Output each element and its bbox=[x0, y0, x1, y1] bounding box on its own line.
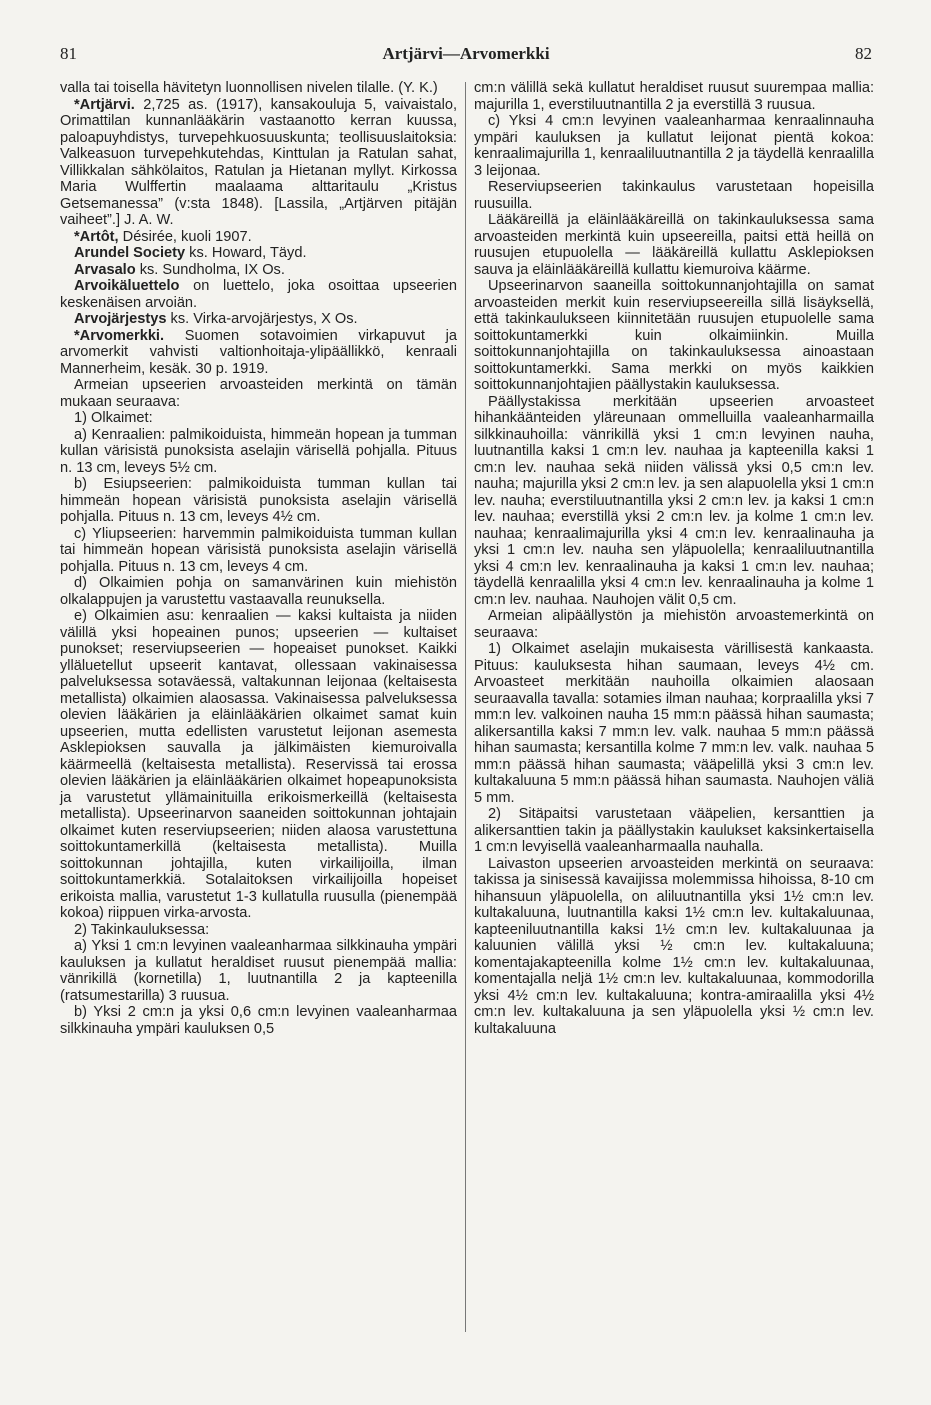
paragraph bbox=[474, 394, 874, 609]
paragraph-text: Laivaston upseerien arvoasteiden merkintä on seuraava: takissa ja sinisessä kavaijissa molemmissa hihoissa, 8-10 cm hihansuun yläpuolella, on aliluutnantilla yksi 1½ cm:n lev. kultakaluuna, luutnantilla kaksi 1½ cm:n lev. kultakaluunaa, kapteeniluutnantilla kaksi 1½ cm:n lev. kultakaluunaa ja kaluunien välillä yksi ½ cm:n lev. kultakaluuna; komentajakapteenilla kolme 1½ cm:n lev. kultakaluunaa, komentajalla neljä 1½ cm:n lev. kultakaluunaa, kommodorilla yksi 4½ cm:n lev. kultakaluuna; kontra-amiraalilla yksi 4½ cm:n lev. kultakaluuna ja sen yläpuolella yksi ½ cm:n lev. kultakaluuna bbox=[474, 855, 874, 1037]
paragraph-text: 2) Sitäpaitsi varustetaan vääpelien, kersanttien ja alikersanttien takin ja päällystakin kaulukset kaksinkertaisella 1 cm:n levyisellä vaaleanharmaalla nauhalla. bbox=[474, 806, 874, 855]
paragraph-text: c) Yliupseerien: harvemmin palmikoiduista tumman kullan tai himmeän hopean värisistä punoksista aselajin värisellä pohjalla. Pituus n. 13 cm, leveys 4 cm. bbox=[60, 525, 457, 575]
paragraph bbox=[60, 410, 457, 427]
paragraph-text: ks. Virka-arvojärjestys, X Os. bbox=[166, 311, 358, 327]
paragraph-text: 1) Olkaimet aselajin mukaisesta värillisestä kankaasta. Pituus: kauluksesta hihan saumaan, leveys 4½ cm. Arvoasteet merkitään nauhoilla olkaimien alaosaan seuraavalla tavalla: sotamies ilman nauhaa; korpraalilla yksi 7 mm:n lev. valkoinen nauha 15 mm:n päässä hihan saumasta; alikersantilla kaksi 7 mm:n lev. valk. nauhaa 5 mm:n päässä hihan saumasta; kersantilla kolme 7 mm:n lev. valk. nauhaa 5 mm:n päässä hihan saumasta; vääpelillä yksi 3 cm:n lev. kultakaluuna 5 mm:n päässä hihan saumasta. Nauhojen väliä 5 mm. bbox=[474, 641, 874, 806]
paragraph-text: 1) Olkaimet: bbox=[74, 410, 153, 426]
paragraph-text: Lääkäreillä ja eläinlääkäreillä on takinkauluksessa sama arvoasteiden merkintä kuin upseereilla, paitsi että heillä on ruusujen etupuolella — lääkäreillä kullattu Asklepioksen sauva ja eläinlääkäreillä kullattu kiemuroiva käärme. bbox=[474, 212, 874, 278]
paragraph bbox=[60, 80, 457, 97]
paragraph-text: a) Kenraalien: palmikoiduista, himmeän hopean ja tumman kullan värisistä punoksista aselajin värisellä pohjalla. Pituus n. 13 cm, leveys 5½ cm. bbox=[60, 426, 457, 476]
paragraph-text: Armeian upseerien arvoasteiden merkintä on tämän mukaan seuraava: bbox=[60, 377, 457, 410]
paragraph-text: a) Yksi 1 cm:n levyinen vaaleanharmaa silkkinauha ympäri kauluksen ja kullatut heraldiset ruusut pienempää mallia: vänrikillä (kornetilla) 1, luutnantilla 2 ja kapteenilla (ratsumestarilla) 3 ruusua. bbox=[60, 938, 457, 1004]
paragraph bbox=[60, 262, 457, 279]
paragraph bbox=[474, 278, 874, 394]
paragraph bbox=[60, 97, 457, 229]
entry-headword: *Artjärvi. bbox=[74, 96, 135, 113]
paragraph bbox=[474, 113, 874, 179]
paragraph-text: b) Esiupseerien: palmikoiduista tumman kullan tai himmeän hopean värisistä punoksista aselajin värisellä pohjalla. Pituus n. 13 cm, leveys 4½ cm. bbox=[60, 476, 457, 525]
paragraph bbox=[60, 278, 457, 311]
paragraph bbox=[60, 575, 457, 608]
paragraph bbox=[474, 608, 874, 641]
paragraph bbox=[60, 427, 457, 477]
entry-headword: Arundel Society bbox=[74, 245, 186, 261]
page-number-left: 81 bbox=[60, 44, 77, 63]
paragraph bbox=[60, 245, 457, 262]
paragraph-text: d) Olkaimien pohja on samanvärinen kuin miehistön olkalappujen ja varustettu vastaavalla reunuksella. bbox=[60, 575, 457, 608]
paragraph bbox=[60, 476, 457, 526]
entry-headword: *Arvomerkki. bbox=[74, 327, 165, 344]
paragraph-text: b) Yksi 2 cm:n ja yksi 0,6 cm:n levyinen vaaleanharmaa silkkinauha ympäri kauluksen 0,5 bbox=[60, 1004, 457, 1037]
paragraph bbox=[60, 1004, 457, 1037]
paragraph bbox=[60, 922, 457, 939]
paragraph bbox=[474, 806, 874, 856]
page-title: Artjärvi—Arvomerkki bbox=[382, 44, 550, 63]
page-number-right: 82 bbox=[855, 44, 872, 63]
paragraph-text: valla tai toisella hävitetyn luonnollisen nivelen tilalle. (Y. K.) bbox=[60, 80, 438, 96]
paragraph-text: cm:n välillä sekä kullatut heraldiset ruusut suurempaa mallia: majurilla 1, everstiluutnantilla 2 ja everstillä 3 ruusua. bbox=[474, 80, 874, 113]
paragraph-text: ks. Howard, Täyd. bbox=[185, 245, 307, 261]
entry-headword: Arvojärjestys bbox=[74, 311, 167, 327]
entry-headword: *Artôt, bbox=[74, 228, 119, 245]
paragraph-text: Armeian alipäällystön ja miehistön arvoastemerkintä on seuraava: bbox=[474, 608, 874, 641]
paragraph bbox=[60, 328, 457, 378]
right-column bbox=[474, 80, 874, 1037]
paragraph bbox=[60, 608, 457, 922]
paragraph-text: Reserviupseerien takinkaulus varustetaan hopeisilla ruusuilla. bbox=[474, 179, 874, 212]
page-header bbox=[60, 44, 872, 66]
paragraph-text: 2,725 as. (1917), kansakouluja 5, vaivaistalo, Orimattilan kunnanlääkärin vastaanotto kerran kuussa, paloapuyhdistys, turvepehkuosuuskunta; teollisuuslaitoksia: Valkeasuon turvepehkutehdas, Kinttulan ja Ratulan sahat, Villikkalan sähkölaitos, Ratulan ja Hietanan myllyt. Kirkossa Maria Wulffertin maalaama alttaritaulu „Kristus Getsemanessa” (v:sta 1848). [Lassila, „Artjärven pitäjän vaiheet”.] J. A. W. bbox=[60, 96, 457, 228]
paragraph-text: Suomen sotavoimien virkapuvut ja arvomerkit vahvisti valtionhoitaja-ylipäällikkö, kenraali Mannerheim, kesäk. 30 p. 1919. bbox=[60, 327, 457, 377]
paragraph bbox=[60, 311, 457, 328]
column-divider bbox=[465, 82, 466, 1332]
paragraph-text: on luettelo, joka osoittaa upseerien keskenäisen arvoiän. bbox=[60, 278, 457, 311]
paragraph-text: 2) Takinkauluksessa: bbox=[74, 921, 210, 938]
paragraph-text: c) Yksi 4 cm:n levyinen vaaleanharmaa kenraalinnauha ympäri kauluksen ja kullatut leijonat pientä kokoa: kenraalimajurilla 1, kenraaliluutnantilla 2 ja täydellä kenraalilla 3 leijonaa. bbox=[474, 113, 874, 179]
paragraph bbox=[60, 377, 457, 410]
paragraph bbox=[474, 641, 874, 806]
entry-headword: Arvasalo bbox=[74, 261, 136, 278]
paragraph bbox=[474, 80, 874, 113]
entry-headword: Arvoikäluettelo bbox=[74, 278, 180, 294]
paragraph-text: e) Olkaimien asu: kenraalien — kaksi kultaista ja niiden välillä yksi hopeainen punos; upseerien — kultaiset punokset; reserviupseerien — hopeaiset punokset. Kaikki ylläluetellut upseerit kantavat, ollessaan vakinaisessa palveluksessa sotaväessä, valtakunnan leijonaa (keltaisesta metallista) olkaimien alaosassa. Vakinaisessa palveluksessa olevien lääkärien ja eläinlääkärien olkaimet samat kuin upseerien, mutta edellisten varustetut leijonan asemesta Asklepioksen sauvalla ja jälkimäisten kiemuroivalla käärmeellä (keltaisesta metallista). Reservissä tai erossa olevien lääkärien ja eläinlääkärien olkaimet hopeapunoksista ja varustetut yllämainituilla erikoismerkeillä (keltaisesta metallista). Upseerinarvon saaneiden soittokunnan johtajain olkaimet kuten reserviupseerien; niiden alaosa varustettuna soittokuntamerkillä (keltaisesta metallista). Muilla soittokunnan johtajilla, kuten virkailijoilla, ilman soittokuntamerkkiä. Sotalaitoksen virkailijoilla hopeiset erikoista mallia, varustetut 1-3 kullatulla ruusulla (pienempää kokoa) riippuen virka-arvosta. bbox=[60, 608, 457, 921]
paragraph bbox=[474, 212, 874, 278]
paragraph bbox=[60, 938, 457, 1004]
paragraph-text: ks. Sundholma, IX Os. bbox=[135, 261, 285, 278]
paragraph-text: Upseerinarvon saaneilla soittokunnanjohtajilla on samat arvoasteiden merkit kuin reserviupseereilla sillä lisäyksellä, että takinkaulukseen kiinnitetään ruusujen etupuolelle sama soittokuntamerkki kuin olkaimiinkin. Muilla soittokunnanjohtajilla on takinkauluksessa ainoastaan soittokuntamerkki. Sama merkki on myös kaikkien soittokunnanjohtajien päällystakin kauluksessa. bbox=[474, 278, 874, 393]
paragraph bbox=[474, 179, 874, 212]
paragraph-text: Päällystakissa merkitään upseerien arvoasteet hihankäänteiden yläreunaan ommelluilla vaaleanharmailla silkkinauhoilla: vänrikillä yksi 1 cm:n levyinen nauha, luutnantilla kaksi 1 cm:n lev. nauhaa ja kapteenilla kaksi 1 cm:n lev. nauhaa sekä niiden välissä yksi 0,5 cm:n lev. nauha; majurilla yksi 2 cm:n lev. ja sen alapuolella yksi 1 cm:n lev. nauha; everstiluutnantilla yksi 2 cm:n lev. ja kaksi 1 cm:n lev. nauhaa; everstillä yksi 2 cm:n lev. ja kolme 1 cm:n lev. nauhaa; kenraalimajurilla yksi 4 cm:n lev. kenraalinauha ja yksi 1 cm:n lev. nauha sen yläpuolella; kenraaliluutnantilla yksi 4 cm:n lev. kenraalinauha ja kaksi 1 cm:n lev. nauhaa; täydellä kenraalilla yksi 4 cm:n lev. kenraalinauha ja kolme 1 cm:n lev. nauhaa. Nauhojen välit 0,5 cm. bbox=[474, 393, 874, 608]
paragraph-text: Désirée, kuoli 1907. bbox=[118, 228, 252, 245]
paragraph bbox=[60, 229, 457, 246]
left-column bbox=[60, 80, 457, 1037]
paragraph bbox=[474, 856, 874, 1038]
paragraph bbox=[60, 526, 457, 576]
